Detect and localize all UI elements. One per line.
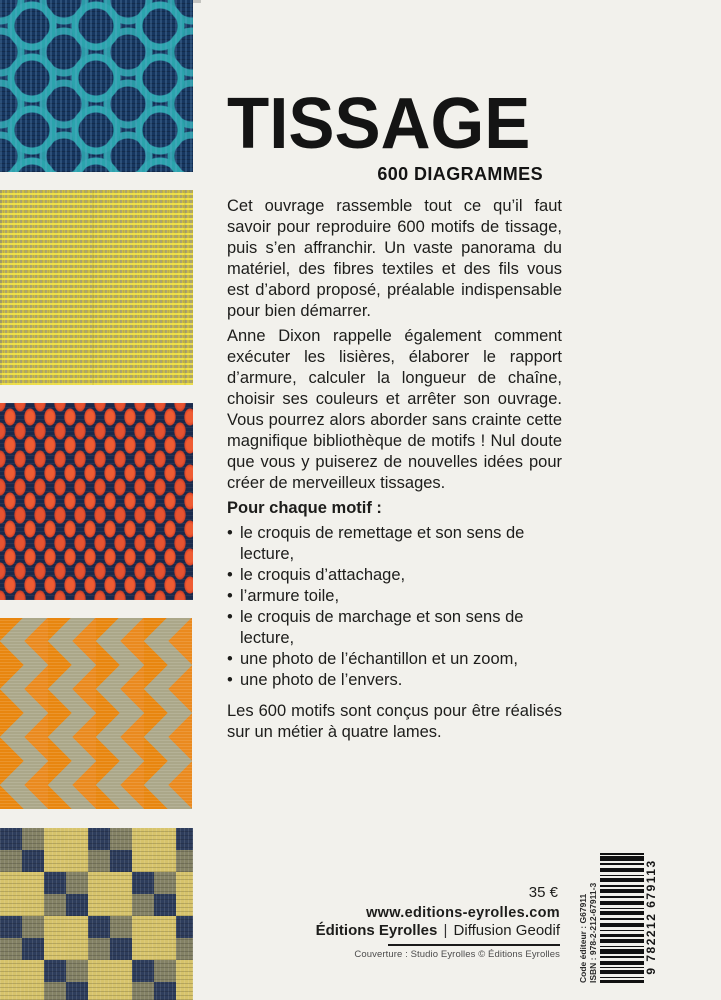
barcode-block — [578, 851, 662, 983]
barcode-rotated-content — [578, 851, 662, 983]
list-item: • le croquis de marchage et son sens de lecture, — [227, 607, 562, 649]
title-block — [227, 84, 543, 185]
price: 35 € — [528, 884, 558, 901]
blurb-paragraph-2: Anne Dixon rappelle également comment exécuter les lisières, élaborer le rapport d’armure, calculer la longueur de chaîne, choisir ses couleurs et arrêter son ouvrage. Vous pourrez alors aborder sans crainte cette magnifique bibliothèque de motifs ! Nul doute que vous y puiserez de nouvelles idées pour créer de merveilleux tissages. — [227, 327, 562, 492]
book-subtitle: 600 DIAGRAMMES — [377, 164, 543, 184]
fabric-swatch-plain-weave-yellow — [0, 190, 193, 385]
publisher-name: Éditions Eyrolles — [315, 922, 438, 939]
distributor-name: Diffusion Geodif — [453, 922, 560, 939]
ean-number: 9 782212 679113 — [644, 859, 658, 975]
fabric-swatch-overshot-check — [0, 828, 193, 1000]
list-item: • le croquis de remettage et son sens de lecture, — [227, 523, 562, 565]
cover-credit: Couverture : Studio Eyrolles © Éditions Eyrolles — [354, 949, 560, 960]
list-item: • une photo de l’envers. — [227, 670, 562, 691]
blurb-paragraph-1: Cet ouvrage rassemble tout ce qu’il faut savoir pour reproduire 600 motifs de tissage, puis s’en affranchir. Un vaste panorama du matériel, des fibres textiles et des fils vous est d’abord proposé, préalable indispensable pour bien démarrer. — [227, 197, 562, 320]
fabric-swatch-honeycomb-blue-teal — [0, 0, 193, 172]
divider-rule — [388, 944, 560, 946]
list-item: • une photo de l’échantillon et un zoom, — [227, 649, 562, 670]
separator-bar: | — [443, 922, 448, 939]
publisher-code: Code éditeur : G67911 — [578, 893, 588, 983]
publisher-line — [300, 922, 560, 939]
publisher-footer — [300, 884, 560, 960]
fabric-swatch-rep-weave-red — [0, 403, 193, 600]
herringbone-pattern — [0, 618, 192, 809]
isbn: ISBN : 978-2-212-67911-3 — [588, 882, 598, 983]
publisher-website: www.editions-eyrolles.com — [366, 905, 560, 921]
back-cover-blurb — [227, 196, 562, 747]
fabric-swatch-herringbone-orange — [0, 618, 193, 810]
motif-list-heading: Pour chaque motif : — [227, 499, 382, 517]
book-title: TISSAGE — [227, 84, 531, 164]
list-item: • le croquis d’attachage, — [227, 565, 562, 586]
loom-note: Les 600 motifs sont conçus pour être réalisés sur un métier à quatre lames. — [227, 702, 562, 741]
barcode-bars — [600, 853, 644, 983]
motif-list — [227, 523, 562, 691]
list-item: • l’armure toile, — [227, 586, 562, 607]
